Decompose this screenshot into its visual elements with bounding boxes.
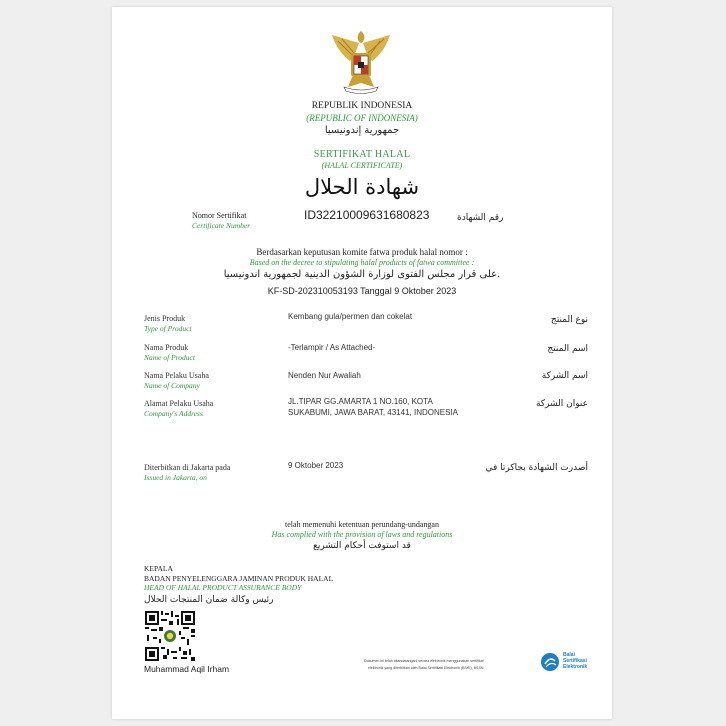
issued-label-en: Issued in Jakarta, on <box>144 473 207 482</box>
certificate-title: SERTIFIKAT HALAL <box>313 149 411 160</box>
certificate-page <box>112 7 612 719</box>
country-name-ar: جمهورية إندونيسيا <box>324 125 400 136</box>
cert-number-label-en: Certificate Number <box>192 221 251 230</box>
field-label-en: Type of Product <box>144 324 192 333</box>
basis-line: Berdasarkan keputusan komite fatwa produk halal nomor : <box>256 247 468 257</box>
signatory-agency-en: HEAD OF HALAL PRODUCT ASSURANCE BODY <box>144 583 302 592</box>
issued-date: 9 Oktober 2023 <box>288 461 344 470</box>
field-label-en: Name of Company <box>144 381 200 390</box>
cert-number-label: Nomor Sertifikat <box>192 211 247 220</box>
certificate-title-en: (HALAL CERTIFICATE) <box>321 161 403 170</box>
field-value: Kembang gula/permen dan cokelat <box>288 312 413 321</box>
field-label-ar: اسم المنتج <box>547 344 588 354</box>
garuda-emblem <box>330 27 392 97</box>
field-label: Nama Pelaku Usaha <box>144 371 209 380</box>
signatory-agency: BADAN PENYELENGGARA JAMINAN PRODUK HALAL <box>144 574 334 583</box>
country-name-en: (REPUBLIC OF INDONESIA) <box>306 113 418 123</box>
basis-line-en: Based on the decree to stipulating halal products of fatwa committee : <box>249 258 475 267</box>
field-value-line1: JL.TIPAR GG.AMARTA 1 NO.160, KOTA <box>288 397 433 406</box>
field-label-en: Name of Product <box>144 353 195 362</box>
cert-number-label-ar: رقم الشهادة <box>457 213 504 223</box>
bsre-label-1: Balai <box>563 652 575 658</box>
decree-number: KF-SD-202310053193 Tanggal 9 Oktober 2023 <box>267 286 457 296</box>
compliance-line: telah memenuhi ketentuan perundang-undangan <box>285 520 439 529</box>
field-value-line2: SUKABUMI, JAWA BARAT, 43141, INDONESIA <box>288 408 458 417</box>
field-value: -Terlampir / As Attached- <box>288 343 376 352</box>
compliance-line-en: Has complied with the provision of laws and regulations <box>271 530 453 539</box>
signatory-name: Muhammad Aqil Irham <box>144 664 230 674</box>
signatory-title: KEPALA <box>144 564 173 573</box>
cert-number-value: ID32210009631680823 <box>304 208 430 222</box>
field-label: Alamat Pelaku Usaha <box>144 399 214 408</box>
field-label-ar: نوع المنتج <box>550 315 588 325</box>
field-label-ar: عنوان الشركة <box>535 399 588 409</box>
field-label-ar: اسم الشركة <box>541 371 588 381</box>
issued-label: Diterbitkan di Jakarta pada <box>144 463 231 472</box>
basis-line-ar: على قرار مجلس الفتوى لوزارة الشؤون الدينية لجمهورية اندونيسيا. <box>223 269 501 280</box>
bsre-label-3: Elektronik <box>563 664 588 670</box>
compliance-line-ar: قد استوفت أحكام التشريع <box>313 541 411 551</box>
bsre-icon <box>540 652 560 672</box>
signatory-agency-ar: رئيس وكالة ضمان المنتجات الحلال <box>144 595 274 605</box>
qr-code <box>145 611 195 661</box>
bsre-label-2: Sertifikasi <box>563 658 587 664</box>
esign-note-line1: Dokumen ini telah ditandatangani secara elektronik menggunakan sertifikat <box>364 659 484 663</box>
field-value: Nenden Nur Awaliah <box>288 371 361 380</box>
field-label: Nama Produk <box>144 343 189 352</box>
certificate-title-ar: شهادة الحلال <box>304 175 420 199</box>
esign-note-line2: elektronik yang diterbitkan oleh Balai Sertifikasi Elektronik (BSrE), BSSN <box>368 666 484 670</box>
field-label: Jenis Produk <box>144 314 186 323</box>
issued-label-ar: أصدرت الشهادة بجاكرتا في <box>485 463 588 473</box>
country-name: REPUBLIK INDONESIA <box>311 101 413 111</box>
field-label-en: Company's Address <box>144 409 203 418</box>
